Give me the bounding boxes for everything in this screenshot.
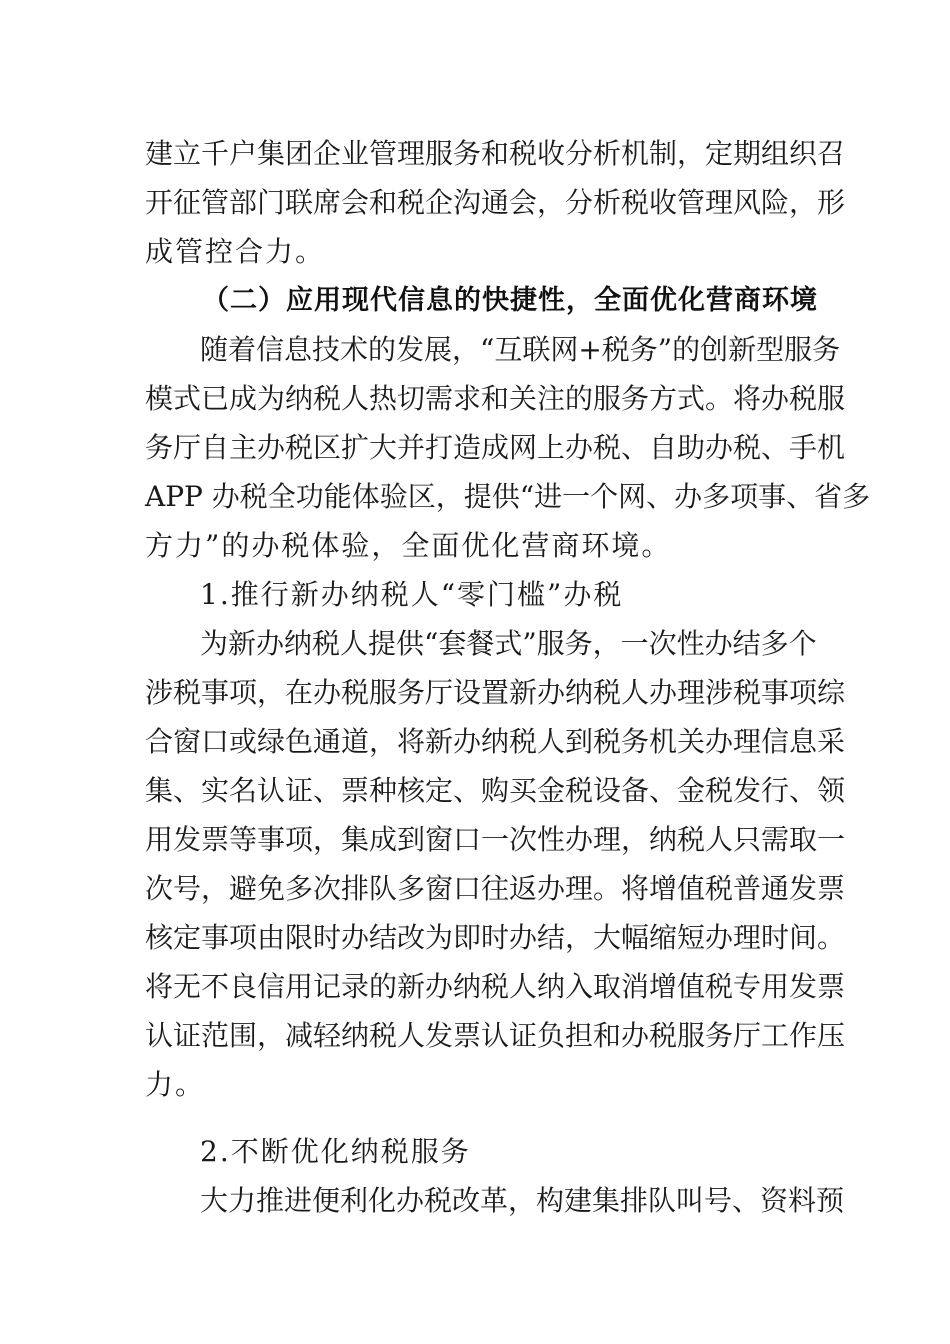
body-text-line: 次号，避免多次排队多窗口往返办理。将增值税普通发票: [145, 872, 846, 905]
body-text-line: 大力推进便利化办税改革，构建集排队叫号、资料预: [200, 1184, 845, 1217]
body-text-line: 将无不良信用记录的新办纳税人纳入取消增值税专用发票: [145, 970, 846, 1003]
body-text-line: 集、实名认证、票种核定、购买金税设备、金税发行、领: [145, 774, 846, 807]
body-text-line: 认证范围，减轻纳税人发票认证负担和办税服务厅工作压: [145, 1019, 846, 1052]
body-text-line: 建立千户集团企业管理服务和税收分析机制，定期组织召: [145, 137, 846, 170]
body-text-line: 模式已成为纳税人热切需求和关注的服务方式。将办税服: [145, 382, 846, 415]
body-text-line: 用发票等事项，集成到窗口一次性办理，纳税人只需取一: [145, 823, 846, 856]
body-text-line: 方力”的办税体验，全面优化营商环境。: [145, 529, 672, 562]
body-text-line: 核定事项由限时办结改为即时办结，大幅缩短办理时间。: [145, 921, 846, 954]
body-text-line: 涉税事项，在办税服务厅设置新办纳税人办理涉税事项综: [145, 676, 846, 709]
body-text-line: 成管控合力。: [145, 235, 326, 268]
body-text-line: 开征管部门联席会和税企沟通会，分析税收管理风险，形: [145, 186, 846, 219]
body-text-line: 随着信息技术的发展，“互联网+税务”的创新型服务: [200, 333, 841, 366]
section-heading: （二）应用现代信息的快捷性，全面优化营商环境: [202, 285, 818, 316]
subsection-heading: 1.推行新办纳税人“零门槛”办税: [200, 578, 624, 611]
body-text-line: 力。: [145, 1068, 206, 1101]
body-text-line: 合窗口或绿色通道，将新办纳税人到税务机关办理信息采: [145, 725, 846, 758]
body-text-line: APP 办税全功能体验区，提供“进一个网、办多项事、省多: [145, 480, 871, 513]
body-text-line: 务厅自主办税区扩大并打造成网上办税、自助办税、手机: [145, 431, 846, 464]
body-text-line: 为新办纳税人提供“套餐式”服务，一次性办结多个: [200, 627, 817, 660]
subsection-heading: 2.不断优化纳税服务: [200, 1135, 471, 1168]
